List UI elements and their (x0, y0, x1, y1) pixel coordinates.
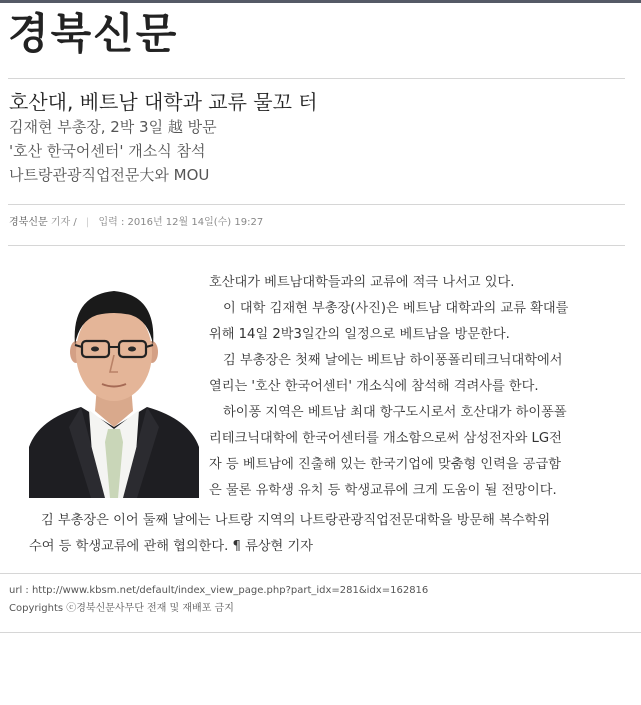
divider (0, 632, 641, 633)
article-body-line: 호산대가 베트남대학들과의 교류에 적극 나서고 있다. (209, 275, 515, 290)
author-role: 기자 / (50, 217, 77, 228)
article-body-line: 김 부총장은 첫째 날에는 베트남 하이퐁폴리테크닉대학에서 (223, 353, 563, 368)
copyright-notice: Copyrights ⓒ경북신문사무단 전재 및 재배포 금지 (9, 603, 234, 614)
publish-date: 입력 : 2016년 12월 14일(수) 19:27 (98, 217, 264, 228)
divider (8, 78, 625, 79)
meta-separator: | (85, 217, 90, 228)
person-photo (29, 277, 199, 498)
divider (0, 573, 641, 574)
person-photo-icon (29, 277, 199, 498)
newspaper-logo[interactable]: 경북신문 (8, 9, 179, 58)
article-subtitle: '호산 한국어센터' 개소식 참석 (9, 142, 206, 160)
article-body-line: 김 부총장은 이어 둘째 날에는 나트랑 지역의 나트랑관광직업전문대학을 방문해 복수학위 (41, 513, 551, 528)
article-body-line: 하이퐁 지역은 베트남 최대 항구도시로서 호산대가 하이퐁폴 (223, 405, 567, 420)
article-body-line: 리테크닉대학에 한국어센터를 개소함으로써 삼성전자와 LG전 (209, 431, 562, 446)
article-body-line: 수여 등 학생교류에 관해 협의한다. ¶ 류상현 기자 (29, 539, 313, 554)
article-meta (9, 215, 263, 231)
divider (8, 204, 625, 205)
article-subtitle: 나트랑관광직업전문大와 MOU (9, 166, 210, 184)
article-body-line: 위해 14일 2박3일간의 일정으로 베트남을 방문한다. (209, 327, 510, 342)
article-body-line: 은 물론 유학생 유치 등 학생교류에 크게 도움이 될 전망이다. (209, 483, 557, 498)
article-body-line: 열리는 '호산 한국어센터' 개소식에 참석해 격려사를 한다. (209, 379, 539, 394)
article-body-line: 이 대학 김재현 부총장(사진)은 베트남 대학과의 교류 확대를 (223, 301, 569, 316)
author-name: 경북신문 (9, 217, 48, 228)
article-body-line: 자 등 베트남에 진출해 있는 한국기업에 맞춤형 인력을 공급함 (209, 457, 562, 472)
article-title: 호산대, 베트남 대학과 교류 물꼬 터 (9, 90, 318, 114)
divider (8, 245, 625, 246)
top-border (0, 0, 641, 3)
article-subtitle: 김재현 부총장, 2박 3일 越 방문 (9, 118, 217, 136)
article-url: url : http://www.kbsm.net/default/index_view_page.php?part_idx=281&idx=162816 (9, 585, 429, 596)
